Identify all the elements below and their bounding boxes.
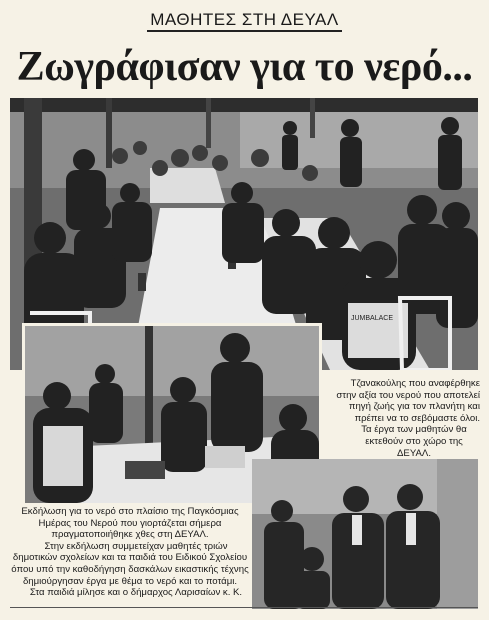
bottom-rule bbox=[10, 607, 478, 608]
kicker bbox=[0, 10, 489, 30]
caption-right-paragraph: Τα έργα των μαθητών θα εκτεθούν στο χώρο της ΔΕΥΑΛ. bbox=[361, 424, 467, 459]
caption-right-paragraph: Τζανακούλης που αναφέρθηκε στην αξία του νερού που αποτελεί πηγή ζωής για τον πλανήτη και πρέπει να το σεβόμαστε όλοι. bbox=[336, 378, 480, 424]
caption-left-paragraph: Στην εκδήλωση συμμετείχαν μαθητές τριών δημοτικών σχολείων και τα παιδιά του Ειδικού Σχολείου όπου υπό την καθοδήγηση δασκάλων εικαστικής τέχνης δημιούργησαν έργα με θέμα το νερό και το ποτάμι. bbox=[11, 540, 249, 587]
headline: Ζωγράφισαν για το νερό... bbox=[16, 44, 473, 90]
shirt-print: JUMBALACE bbox=[351, 315, 394, 322]
photo-officials bbox=[252, 459, 478, 609]
caption-right bbox=[330, 378, 480, 459]
caption-left-paragraph: Στα παιδιά μίλησε και ο δήμαρχος Λαρισαίων κ. Κ. bbox=[29, 587, 243, 599]
caption-left bbox=[10, 506, 250, 599]
kicker-text: ΜΑΘΗΤΕΣ ΣΤΗ ΔΕΥΑΛ bbox=[147, 10, 342, 32]
caption-left-paragraph: Εκδήλωση για το νερό στο πλαίσιο της Παγκόσμιας Ημέρας του Νερού που γιορτάζεται σήμερα πραγματοποιήθηκε χθες στη ΔΕΥΑΛ. bbox=[21, 506, 239, 541]
